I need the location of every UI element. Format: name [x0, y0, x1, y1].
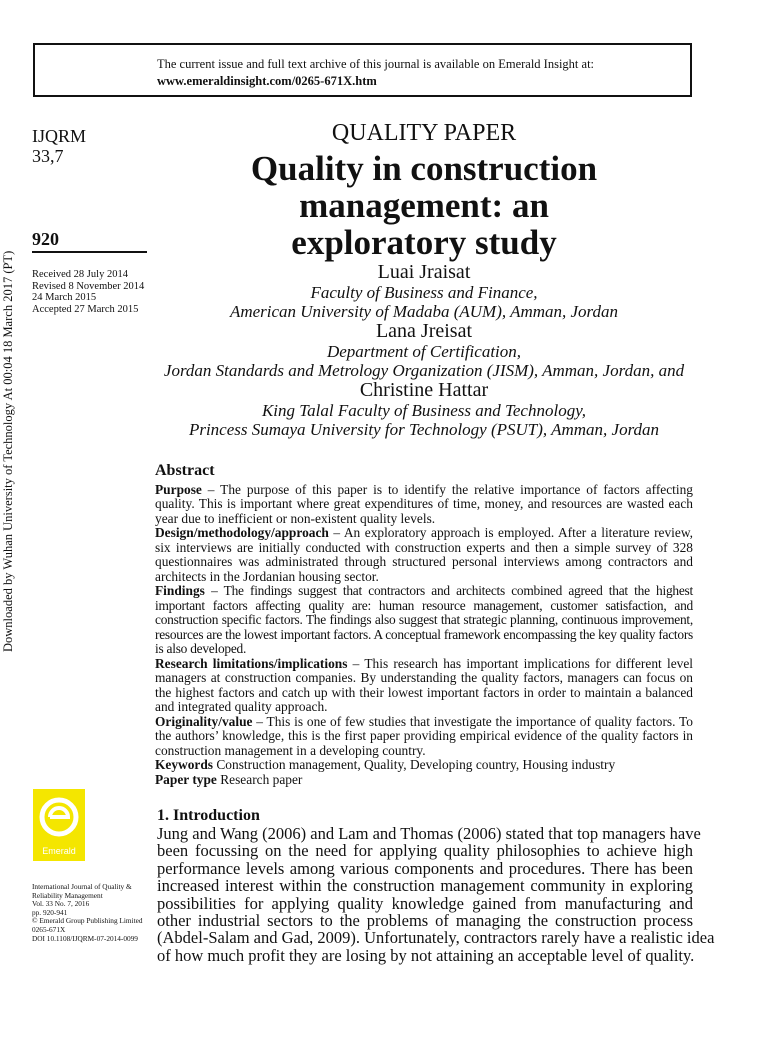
- journal-citation: [32, 883, 143, 943]
- title-line: management: an: [299, 186, 549, 225]
- author-affiliation: Jordan Standards and Metrology Organization (JISM), Amman, Jordan, and: [163, 361, 685, 380]
- archive-notice-box: [33, 43, 692, 97]
- abstract-paper-type: [155, 773, 693, 788]
- page-number-rule: [32, 251, 147, 253]
- body-line: other industrial sectors to the problems of managing the construction process: [157, 911, 693, 931]
- download-watermark-text: Downloaded by Wuhan University of Technology At 00:04 18 March 2017 (PT): [1, 250, 15, 652]
- archive-notice-url[interactable]: www.emeraldinsight.com/0265-671X.htm: [157, 74, 377, 88]
- body-line: been focussing on the need for applying quality philosophies to achieve high: [157, 841, 693, 861]
- citation-line: © Emerald Group Publishing Limited: [32, 916, 143, 926]
- body-line: performance levels among various components and procedures. There has been: [157, 858, 693, 878]
- emerald-logo-text: Emerald: [42, 846, 76, 856]
- paper-title: [156, 150, 692, 261]
- download-watermark: [1, 0, 17, 1058]
- body-line: increased interest within the construction management community in exploring: [157, 876, 693, 896]
- author-affiliation: American University of Madaba (AUM), Amman, Jordan: [229, 302, 619, 321]
- citation-line: Reliability Management: [32, 890, 103, 900]
- abstract-purpose: [155, 483, 693, 527]
- abstract-text: Construction management, Quality, Developing country, Housing industry: [213, 757, 616, 772]
- journal-volume: 33,7: [32, 146, 64, 166]
- citation-line: Vol. 33 No. 7, 2016: [32, 899, 90, 909]
- author-block: [156, 262, 692, 439]
- abstract-limitations: [155, 657, 693, 715]
- paper-category-heading: QUALITY PAPER: [331, 120, 517, 146]
- abstract-keywords: [155, 758, 693, 773]
- emerald-logo: [33, 789, 85, 861]
- section-heading-introduction: 1. Introduction: [157, 807, 260, 824]
- citation-line: 0265-671X: [32, 924, 66, 934]
- received-dates: [32, 269, 144, 315]
- abstract-label: Keywords: [155, 757, 214, 772]
- author-affiliation: King Talal Faculty of Business and Technology,: [261, 401, 587, 420]
- page-number: 920: [32, 229, 59, 249]
- abstract-text: – The purpose of this paper is to identify the relative importance of factors affecting quality. This is important where great expenditures of time, money, and resources are wasted each year due to inefficient or non-existent quality levels.: [155, 481, 693, 526]
- date-line: Revised 8 November 2014: [32, 280, 145, 292]
- abstract-design: [155, 526, 693, 584]
- body-line: possibilities for applying quality knowledge gained from manufacturing and: [157, 893, 693, 913]
- citation-line: International Journal of Quality &: [32, 882, 132, 891]
- body-line: (Abdel-Salam and Gad, 2009). Unfortunately, contractors rarely have a realistic idea: [157, 928, 715, 948]
- abstract-text: Research paper: [216, 771, 303, 787]
- body-line: Jung and Wang (2006) and Lam and Thomas (2006) stated that top managers have: [157, 824, 701, 843]
- author-name: Lana Jreisat: [375, 320, 473, 342]
- abstract-text: – The findings suggest that contractors and architects combined agreed that the highest important factors affecting quality are: human resource management, customer satisfaction, and construction specific factors. The findings also suggest that strategic planning, continuous improvement, resources are the lowest important factors. A conceptual framework encompassing the key quality factors is also developed.: [155, 583, 693, 656]
- citation-line: pp. 920-941: [32, 907, 68, 917]
- author-name: Luai Jraisat: [377, 261, 471, 283]
- date-line: Received 28 July 2014: [32, 269, 128, 280]
- author-name: Christine Hattar: [359, 379, 489, 401]
- abstract-label: Research limitations/implications: [155, 655, 348, 671]
- citation-line: DOI 10.1108/IJQRM-07-2014-0099: [32, 933, 138, 943]
- abstract-label: Findings: [155, 583, 205, 598]
- abstract-originality: [155, 715, 693, 759]
- abstract-label: Paper type: [155, 771, 217, 787]
- abstract-text: – An exploratory approach is employed. After a literature review, six interviews are initially conducted with construction experts and then a simple survey of 328 questionnaires was administrated through structured personal interviews among contractors and architects in the Jordanian housing sector.: [155, 525, 693, 584]
- title-line: Quality in construction: [250, 149, 598, 188]
- introduction-body: [157, 824, 715, 965]
- journal-abbreviation: IJQRM: [32, 126, 87, 146]
- abstract-label: Originality/value: [155, 713, 253, 729]
- abstract-heading: Abstract: [155, 462, 215, 479]
- abstract-label: Purpose: [155, 481, 202, 497]
- abstract-text: – This research has important implications for different level managers at construction companies. By understanding the quality factors, managers can focus on the highest factors and catch up with their lowest important factors in order to maintain a balanced and integrated quality approach.: [155, 655, 694, 714]
- archive-notice-text: The current issue and full text archive of this journal is available on Emerald Insight at:: [157, 57, 595, 71]
- date-line: 24 March 2015: [32, 292, 97, 303]
- abstract-text: – This is one of few studies that investigate the importance of quality factors. To the authors’ knowledge, this is the first paper providing empirical evidence of the quality factors in construction management in a developing country.: [155, 713, 693, 758]
- date-line: Accepted 27 March 2015: [32, 303, 139, 315]
- abstract-label: Design/methodology/approach: [155, 525, 329, 540]
- title-line: exploratory study: [291, 223, 557, 262]
- author-affiliation: Department of Certification,: [326, 342, 522, 361]
- author-affiliation: Princess Sumaya University for Technology (PSUT), Amman, Jordan: [188, 420, 660, 439]
- abstract-section: [155, 464, 693, 787]
- abstract-findings: [155, 584, 693, 657]
- body-line: of how much profit they are losing by not attaining an acceptable level of quality.: [157, 945, 695, 965]
- author-affiliation: Faculty of Business and Finance,: [310, 283, 538, 302]
